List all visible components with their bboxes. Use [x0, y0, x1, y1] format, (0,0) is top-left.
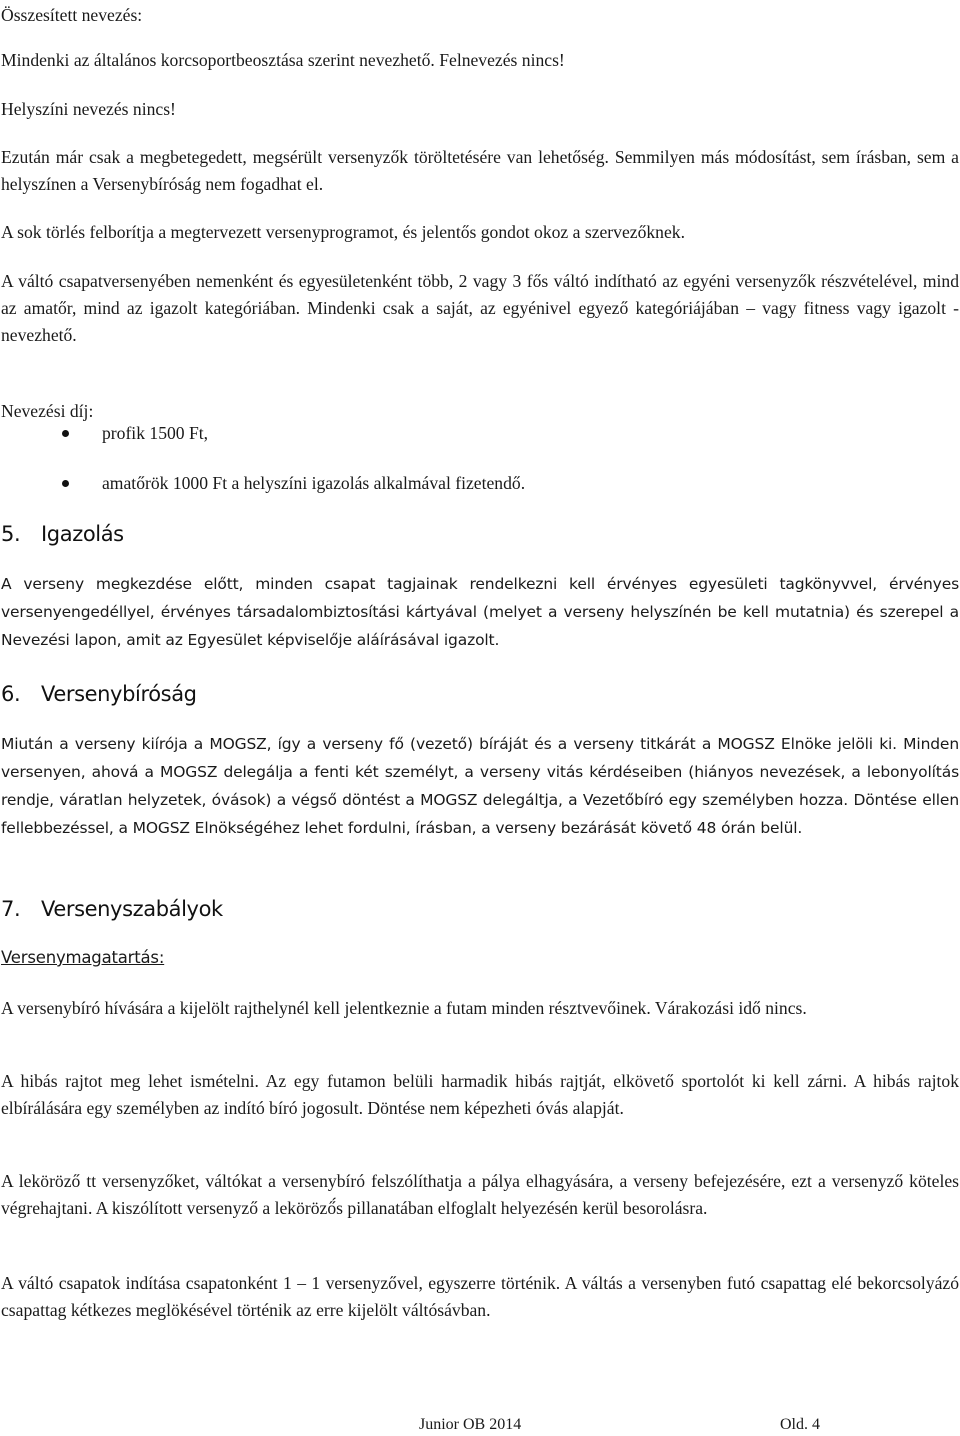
footer-page-number: Old. 4 — [780, 1416, 820, 1433]
section-heading-versenyszabalyok: 7. Versenyszabályok — [1, 897, 223, 921]
rule-paragraph: A váltó csapatok indítása csapatonként 1 – 1 versenyzővel, egyszerre történik. A váltás a versenyben futó csapattag elé bekorcsolyázó csapattag kétkezes meglökésével történik az erre kijelölt váltósávban. — [1, 1273, 959, 1320]
valto-paragraph: A váltó csapatversenyében nemenként és egyesületenként több, 2 vagy 3 fős váltó indítható az egyéni versenyzők részvételével, mind az amatőr, mind az igazolt kategóriában. Mindenki csak a saját, az egyénivel egyező kategóriájában – vagy fitness vagy igazolt - nevezhető. — [1, 271, 959, 345]
helyszini-text: Helyszíni nevezés nincs! — [1, 99, 176, 119]
section-heading-igazolas: 5. Igazolás — [1, 522, 124, 546]
list-item: profik 1500 Ft, — [62, 420, 525, 470]
footer-event: Junior OB 2014 — [419, 1416, 522, 1433]
versenymagatartas-subheading: Versenymagatartás: — [1, 948, 165, 967]
versenybirosag-paragraph: Miután a verseny kiírója a MOGSZ, így a verseny fő (vezető) bíráját és a verseny titkárát a MOGSZ Elnöke jelöli ki. Minden versenyen, ahová a MOGSZ delegálja a fenti két személyt, a verseny vitás kérdéseiben (hiányos nevezések, a lebonyolítás rendje, váratlan helyzetek, óvások) a végső döntést a MOGSZ delegáltja, a Vezetőbíró egy személyben hozza. Döntése ellen fellebbezéssel, a MOGSZ Elnökségéhez lehet fordulni, írásban, a verseny bezárását követő 48 órán belül. — [1, 735, 959, 837]
nevezesi-dij-heading: Nevezési díj: — [1, 401, 94, 421]
rule-paragraph: A versenybíró hívására a kijelölt rajthelynél kell jelentkeznie a futam minden résztvevőinek. Várakozási idő nincs. — [1, 998, 807, 1018]
bullet-icon — [62, 430, 69, 437]
bullet-icon — [62, 480, 69, 487]
ezutan-paragraph: Ezután már csak a megbetegedett, megsérült versenyzők töröltetésére van lehetőség. Semmilyen más módosítást, sem írásban, sem a helyszínen a Versenybíróság nem fogadhat el. — [1, 147, 959, 194]
section-heading-versenybirosag: 6. Versenybíróság — [1, 682, 197, 706]
rule-paragraph: A leköröző tt versenyzőket, váltókat a versenybíró felszólíthatja a pálya elhagyására, a verseny befejezésére, ezt a versenyző köteles végrehajtani. A kiszólított versenyző a leköröző́s pillanatában elfoglalt helyezésén kerül besorolásra. — [1, 1171, 959, 1218]
osszesitett-text: Mindenki az általános korcsoportbeosztása szerint nevezhető. Felnevezés nincs! — [1, 50, 565, 70]
fee-list — [62, 420, 525, 520]
osszesitett-heading: Összesített nevezés: — [1, 5, 143, 25]
list-item: amatőrök 1000 Ft a helyszíni igazolás alkalmával fizetendő. — [62, 470, 525, 520]
torles-paragraph: A sok törlés felborítja a megtervezett versenyprogramot, és jelentős gondot okoz a szervezőknek. — [1, 222, 685, 242]
rule-paragraph: A hibás rajtot meg lehet ismételni. Az egy futamon belüli harmadik hibás rajtját, elkövető sportolót ki kell zárni. A hibás rajtok elbírálására egy személyben az indító bíró jogosult. Döntése nem képezheti óvás alapját. — [1, 1071, 959, 1118]
igazolas-paragraph: A verseny megkezdése előtt, minden csapat tagjainak rendelkezni kell érvényes egyesületi tagkönyvvel, érvényes versenyengedéllyel, érvényes társadalombiztosítási kártyával (melyet a verseny helyszínén be kell mutatnia) és szerepel a Nevezési lapon, amit az Egyesület képviselője aláírásával igazolt. — [1, 575, 959, 649]
